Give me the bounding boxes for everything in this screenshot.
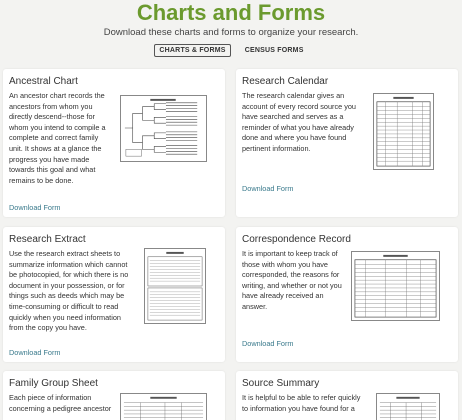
tab-charts-and-forms[interactable]: CHARTS & FORMS [154,44,230,57]
card-title: Research Extract [9,234,86,245]
tab-census-forms[interactable]: CENSUS FORMS [244,47,304,54]
download-form-link[interactable]: Download Form [9,348,61,357]
card-description: Use the research extract sheets to summarize information which cannot be photocopied, for which there is no document in your possession, or for things such as deeds which may be time-consuming or difficult to read quickly when you need information from the copy you have. [9,249,129,333]
correspondence-record-thumbnail[interactable] [351,251,440,321]
card-title: Research Calendar [242,76,329,87]
card-description: It is important to keep track of those with whom you have corresponded, the reasons for writing, and whether or not you have already received an answer. [242,249,342,311]
download-form-link[interactable]: Download Form [242,339,294,348]
page-title: Charts and Forms [136,0,326,25]
ancestral-chart-thumbnail[interactable] [120,95,207,162]
source-summary-thumbnail[interactable] [376,393,440,420]
card-title: Correspondence Record [242,234,351,245]
card-correspondence-record [236,227,458,362]
card-title: Ancestral Chart [9,76,78,87]
card-description: It is helpful to be able to refer quickly to information you have found for a [242,393,361,413]
card-description: Each piece of information concerning a pedigree ancestor [9,393,112,413]
card-research-calendar [236,69,458,217]
card-title: Source Summary [242,378,320,389]
download-form-link[interactable]: Download Form [9,203,61,212]
card-description: An ancestor chart records the ancestors from whom you directly descend--those for whom you intend to compile a complete and correct family unit. It shows at a glance the progress you have made towards this goal and what remains to be done. [9,91,106,185]
download-form-link[interactable]: Download Form [242,184,294,193]
card-source-summary [236,371,458,420]
research-calendar-thumbnail[interactable] [373,93,434,170]
card-family-group-sheet [3,371,225,420]
page-subtitle: Download these charts and forms to organize your research. [103,27,359,38]
card-research-extract [3,227,225,362]
card-title: Family Group Sheet [9,378,98,389]
card-ancestral-chart [3,69,225,217]
tab-bar [0,44,462,57]
card-description: The research calendar gives an account of every record source you have searched and serves as a reminder of what you have already done and where you have found pertinent information. [242,91,356,153]
research-extract-thumbnail[interactable] [144,248,206,324]
family-group-sheet-thumbnail[interactable] [120,393,207,420]
